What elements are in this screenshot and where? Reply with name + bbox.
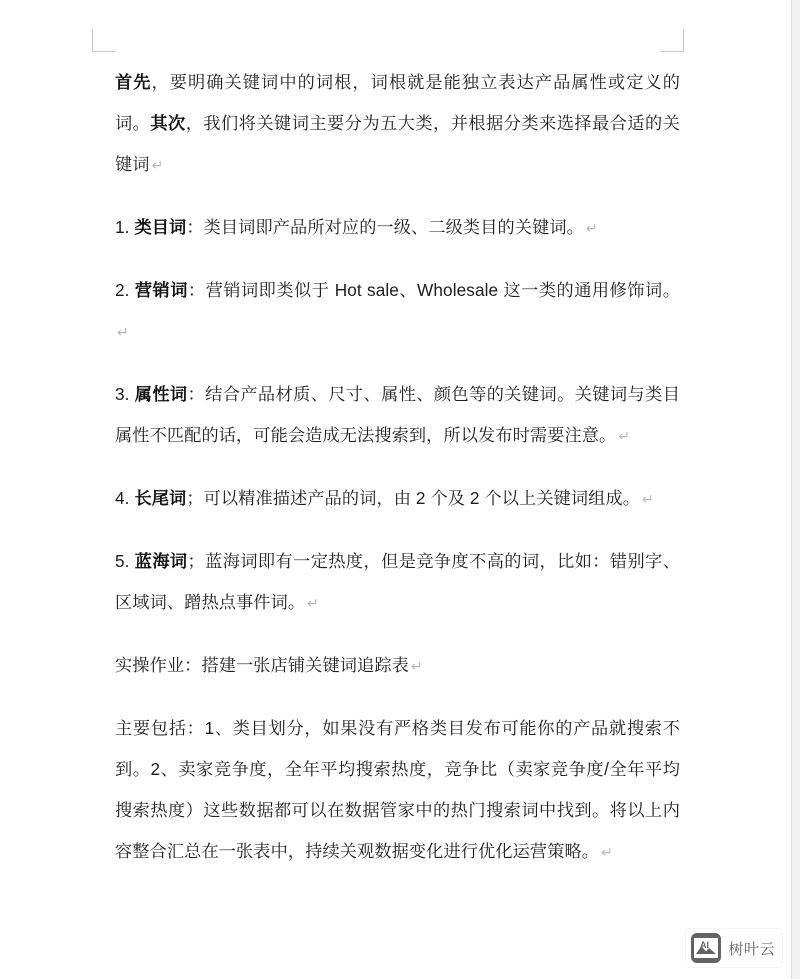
list-item-4-separator: ；: [186, 488, 204, 508]
list-item-4-term: 长尾词: [134, 488, 187, 508]
list-item-3-separator: ：: [187, 384, 206, 404]
list-item-4-body: 可以精准描述产品的词，由 2 个及 2 个以上关键词组成。: [203, 488, 641, 508]
intro-bold-second: 其次: [150, 113, 186, 133]
list-item-1-term: 类目词: [134, 217, 187, 237]
paragraph-mark-icon: ↵: [642, 492, 654, 508]
paragraph-mark-icon: ↵: [410, 659, 423, 675]
margin-crop-mark-top-right: [661, 29, 684, 52]
list-item-1-number: 1.: [115, 217, 130, 237]
list-item-2-body: 营销词即类似于 Hot sale、Wholesale 这一类的通用修饰词。: [205, 280, 680, 300]
list-item-2-separator: ：: [187, 280, 206, 300]
paragraph-mark-icon: ↵: [585, 221, 598, 237]
paragraph-mark-icon: ↵: [601, 845, 613, 861]
document-body: [115, 62, 680, 874]
list-item: [115, 374, 680, 458]
list-item-2-term: 营销词: [134, 280, 188, 300]
paragraph-mark-icon: ↵: [151, 158, 164, 174]
list-item-3-body: 结合产品材质、尺寸、属性、颜色等的关键词。关键词与类目属性不匹配的话，可能会造成无法搜索到，所以发布时需要注意。: [115, 384, 680, 445]
list-item-4-number: 4.: [115, 488, 130, 508]
assignment-text: 实操作业：搭建一张店铺关键词追踪表: [115, 655, 409, 675]
watermark: [686, 929, 782, 967]
ai-image-icon: [691, 933, 721, 963]
paragraph-intro: [115, 62, 680, 187]
list-item-3-number: 3.: [115, 384, 130, 404]
list-item-3-term: 属性词: [134, 384, 188, 404]
list-item: [115, 478, 680, 521]
intro-bold-lead: 首先: [115, 72, 152, 92]
list-item: [115, 270, 680, 354]
intro-text-after-lead: ，要明确关键词中的词根，词根就是能独立表达产品属性或定义的词。: [115, 72, 680, 133]
margin-crop-mark-top-left: [92, 29, 115, 52]
list-item-1-separator: ：: [186, 217, 204, 237]
paragraph-closing: [115, 708, 680, 874]
paragraph-mark-icon: ↵: [307, 596, 320, 612]
paragraph-assignment: [115, 645, 680, 688]
list-item-5-separator: ；: [187, 551, 205, 571]
paragraph-mark-icon: ↵: [117, 325, 129, 341]
list-item-2-number: 2.: [115, 280, 130, 300]
paragraph-mark-icon: ↵: [618, 429, 631, 445]
list-item-5-term: 蓝海词: [134, 551, 188, 571]
intro-text-tail: ，我们将关键词主要分为五大类，并根据分类来选择最合适的关键词: [115, 113, 681, 174]
closing-text: 主要包括：1、类目划分，如果没有严格类目发布可能你的产品就搜索不到。2、卖家竞争度，全年平均搜索热度，竞争比（卖家竞争度/全年平均搜索热度）这些数据都可以在数据管家中的热门搜索词中找到。将以上内容整合汇总在一张表中，持续关观数据变化进行优化运营策略。: [115, 718, 680, 861]
list-item-5-number: 5.: [115, 551, 130, 571]
list-item: [115, 541, 680, 625]
list-item-1-body: 类目词即产品所对应的一级、二级类目的关键词。: [203, 217, 584, 237]
list-item: [115, 207, 680, 250]
watermark-brand-label: 树叶云: [728, 939, 775, 958]
list-item-5-body: 蓝海词即有一定热度，但是竞争度不高的词，比如：错别字、区域词、蹭热点事件词。: [115, 551, 680, 612]
svg-text:AI: AI: [700, 940, 710, 950]
